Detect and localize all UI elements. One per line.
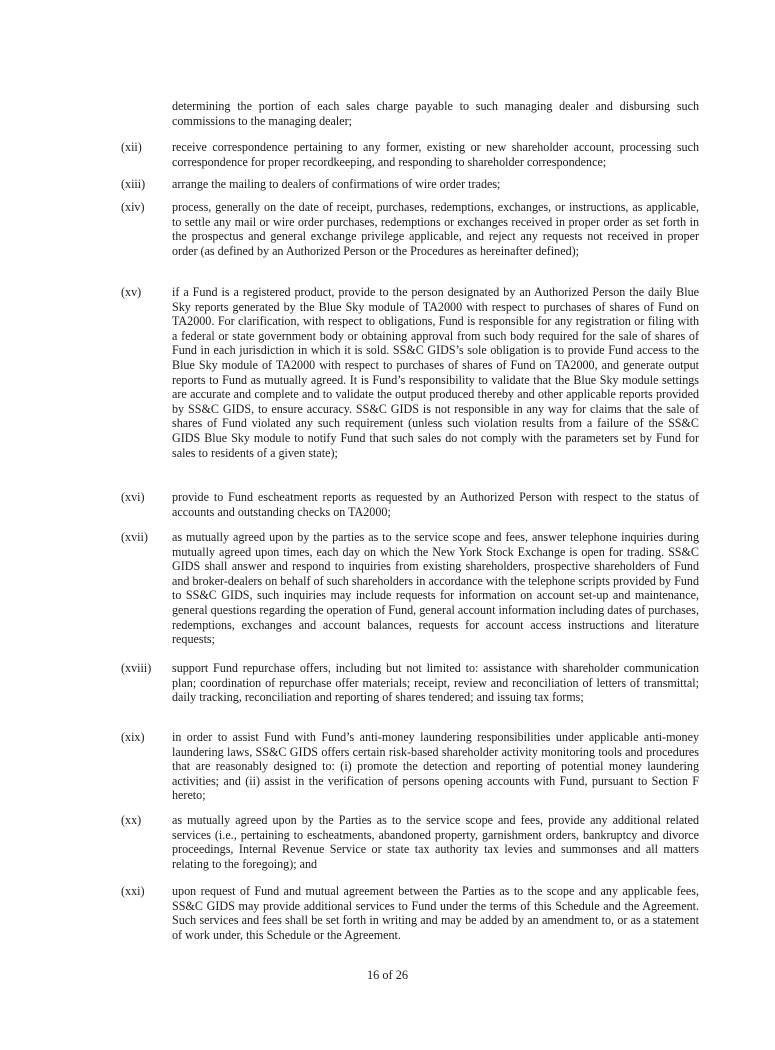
item-text: upon request of Fund and mutual agreement between the Parties as to the scope and any applicable fees, SS&C GIDS may provide additional services to Fund under the terms of this Schedule and the Agreement. Such services and fees shall be set forth in writing and may be added by an amendment to, or as a statement of work under, this Schedule or the Agreement. [172,884,699,942]
item-text: arrange the mailing to dealers of confirmations of wire order trades; [172,177,501,191]
page-number: 16 of 26 [367,968,408,982]
item-number: (xviii) [121,661,152,675]
item-text: as mutually agreed upon by the parties as to the service scope and fees, answer telephone inquiries during mutually agreed upon times, each day on which the New York Stock Exchange is open for trading. SS&C GIDS shall answer and respond to inquiries from existing shareholders, prospective shareholders of Fund and broker-dealers on behalf of such shareholders in accordance with the telephone scripts provided by Fund to SS&C GIDS, such inquiries may include requests for information on account set-up and maintenance, general questions regarding the operation of Fund, general account information including dates of purchases, redemptions, exchanges and account balances, requests for account access instructions and literature requests; [172,530,699,647]
item-number: (xx) [121,813,142,827]
item-number: (xvii) [121,530,148,544]
item-text: as mutually agreed upon by the Parties as to the service scope and fees, provide any additional related services (i.e., pertaining to escheatments, abandoned property, garnishment orders, bankruptcy and divorce proceedings, Internal Revenue Service or state tax authority tax levies and summonses and all matters relating to the foregoing); and [172,813,699,871]
item-number: (xxi) [121,884,145,898]
item-number: (xv) [121,285,142,299]
item-text: support Fund repurchase offers, including but not limited to: assistance with shareholder communication plan; coordination of repurchase offer materials; receipt, review and reconciliation of letters of transmittal; daily tracking, reconciliation and reporting of shares tendered; and issuing tax forms; [172,661,699,705]
item-number: (xvi) [121,490,145,504]
item-number: (xiv) [121,200,145,214]
item-number: (xii) [121,140,142,154]
item-text: receive correspondence pertaining to any former, existing or new shareholder account, processing such correspondence for proper recordkeeping, and responding to shareholder correspondence; [172,140,699,169]
item-text: if a Fund is a registered product, provide to the person designated by an Authorized Person the daily Blue Sky reports generated by the Blue Sky module of TA2000 with respect to purchases of shares of Fund on TA2000. For clarification, with respect to obligations, Fund is responsible for any registration or filing with a federal or state government body or obtaining approval from such body required for the sale of shares of Fund in each jurisdiction in which it is sold. SS&C GIDS’s sole obligation is to provide Fund access to the Blue Sky module of TA2000 with respect to purchases of shares of Fund on TA2000, and generate output reports to Fund as mutually agreed. It is Fund’s responsibility to validate that the Blue Sky module settings are accurate and complete and to validate the output produced thereby and other applicable reports provided by SS&C GIDS, to ensure accuracy. SS&C GIDS is not responsible in any way for claims that the sale of shares of Fund violated any such requirement (unless such violation results from a failure of the SS&C GIDS Blue Sky module to notify Fund that such sales do not comply with the parameters set by Fund for sales to residents of a given state); [172,285,699,460]
continuation-paragraph: determining the portion of each sales charge payable to such managing dealer and disbursing such commissions to the managing dealer; [172,99,699,128]
item-number: (xiii) [121,177,146,191]
item-text: process, generally on the date of receipt, purchases, redemptions, exchanges, or instructions, as applicable, to settle any mail or wire order purchases, redemptions or exchanges received in proper order as set forth in the prospectus and general exchange privilege applicable, and reject any requests not received in proper order (as defined by an Authorized Person or the Procedures as hereinafter defined); [172,200,699,258]
item-text: provide to Fund escheatment reports as requested by an Authorized Person with respect to the status of accounts and outstanding checks on TA2000; [172,490,699,519]
item-text: in order to assist Fund with Fund’s anti-money laundering responsibilities under applicable anti-money laundering laws, SS&C GIDS offers certain risk-based shareholder activity monitoring tools and procedures that are reasonably designed to: (i) promote the detection and reporting of potential money laundering activities; and (ii) assist in the verification of persons opening accounts with Fund, pursuant to Section F hereto; [172,730,699,803]
item-number: (xix) [121,730,145,744]
